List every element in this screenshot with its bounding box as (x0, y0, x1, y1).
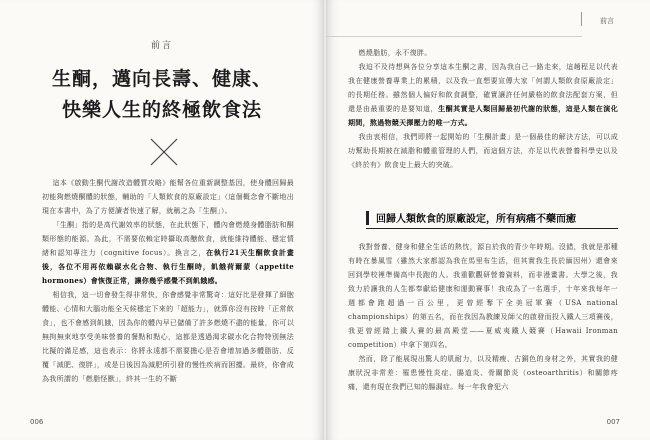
chapter-label: 前言 (150, 41, 173, 51)
paragraph: 相信我，這一切會發生得非常快，你會感覺非常驚奇：這好比是發揮了細胞體能、心情和大腦功能全天候穩定下來的「超能力」，就算你沒有按時「正常飲食」，也不會感到飢餓，因為你的體內早已儲備了許多燃燒不盡的能量，你可以無拘無束地享受美味營養的餐點和點心，這都是透過渴求碳水化合物特別無法比擬的滿足感，這也表示：你將永遠都不需要擔心是否會增加過多體脂肪、反覆「減肥、復胖」，或是日後因為減肥所引發的慢性疾病而困擾。最終，你會成為我所謂的「燃脂怪獸」，終其一生的不斷 (42, 291, 294, 383)
paragraph: 這本《啟動生酮代謝改造體質攻略》能幫各位重新調整基因，使身體回歸最初能夠燃燒酮體的狀態，輔助的「人類飲食的原廠設定」（這個概念會不斷地出現在本書中，為了方便讀者快速了解，就稱之為「生酮」）。 (42, 179, 294, 215)
section-marker (366, 211, 369, 225)
section-heading-text: 回歸人類飲食的原廠設定，所有病痛不藥而癒 (376, 214, 576, 225)
highlighted-text: 生酮其實是人類回歸最初代謝的狀態，這是人類在演化期間，熬過物競天擇壓力的唯一方式。 (348, 104, 619, 127)
paragraph-text: 我迫不及待想與各位分享這本生酮之書，因為我自己一路走來，這趟程足以代表我在健康營養專業上的累積，以及我一直想要宣傳大家「何謂人類飲食原廠設定」的長期任務。雖然個人偏好和飲食調整，確實讓許任何嚴格的飲食法配套方案，但還是由最重要的是要知道， (348, 63, 618, 113)
paragraph: 我對營養、健身和健全生活的熱忱，源自於我的青少年時期。沒錯，我就是那種有時在暴風雪（雖然大家都認為我在馬里布生活，但其實我生長於緬因州）還會來回到學校裡準備高中長跑的人。我重歡觀研營養資料，而非漫畫書。大學之後，我致力於讓我的人生都奉獻給健康和運動賽事！我成為了一名選手，十年來我每年一週都會跑超過一百公里，更曾經奪下全美冠軍賽（USA national championships）的第五名，而在我因為教練及師父的啟發而投入鐵人三項賽後，我更曾經踏上鐵人賽的最高殿堂——夏威夷鐵人競賽（Hawaii Ironman competition）中拿下第四名。 (348, 243, 618, 349)
paragraph-text: 「生酮」指的是高代謝效率的狀態，在此狀態下，體內會燃燒身體脂肪和酮類形態的能源。為此，不需要依賴定時攝取高醣飲食，就能維持體能、穩定情緒和認知專注力（cognitive focus）。換言之， (42, 221, 294, 257)
paragraph (42, 218, 294, 288)
page-number: 006 (30, 418, 44, 426)
section-heading (366, 208, 618, 229)
highlighted-text: 在執行21天生酮飲食計畫後，各位不用再依賴碳水化合物、執行生酮時，飢餓荷爾蒙（appetite hormones）會恢復正常，讓你幾乎感覺不到飢餓感。 (42, 248, 295, 285)
decorative-cross-icon (148, 136, 180, 168)
header-divider (581, 12, 582, 26)
paragraph: 然而，除了能展現出驚人的肌耐力，以及精瘦、古銅色的身材之外，其實我的健康狀況非常差：罹患慢性炎症、腸道炎、骨關節炎（osteoarthritis）和關節疼痛，還有現在我們已知的腸漏症。每一年我會犯六 (348, 355, 618, 391)
running-head: 前言 (600, 17, 614, 25)
paragraph (348, 60, 618, 130)
paragraph: 燃燒脂肪，永不復胖。 (358, 49, 432, 57)
header-rule (326, 36, 582, 37)
title-line-2: 快樂人生的終極飲食法 (61, 99, 262, 121)
paragraph: 我由衷相信，我們即將一起開始的「生酮計畫」是一個最佳的解決方法，可以成功幫助長期被在減脂和體重管理的人們，而這個方法，亦足以代表營養科學史以及《終於有》飲食史上最大的突破。 (348, 133, 618, 169)
page-number: 007 (606, 418, 620, 426)
chapter-title (0, 64, 324, 126)
title-line-1: 生酮，邁向長壽、健康、 (51, 68, 272, 90)
left-body-text (42, 176, 294, 386)
left-page (0, 0, 324, 440)
right-page (326, 0, 650, 440)
right-body-text-bottom (348, 240, 618, 394)
right-body-text-top (348, 46, 618, 172)
